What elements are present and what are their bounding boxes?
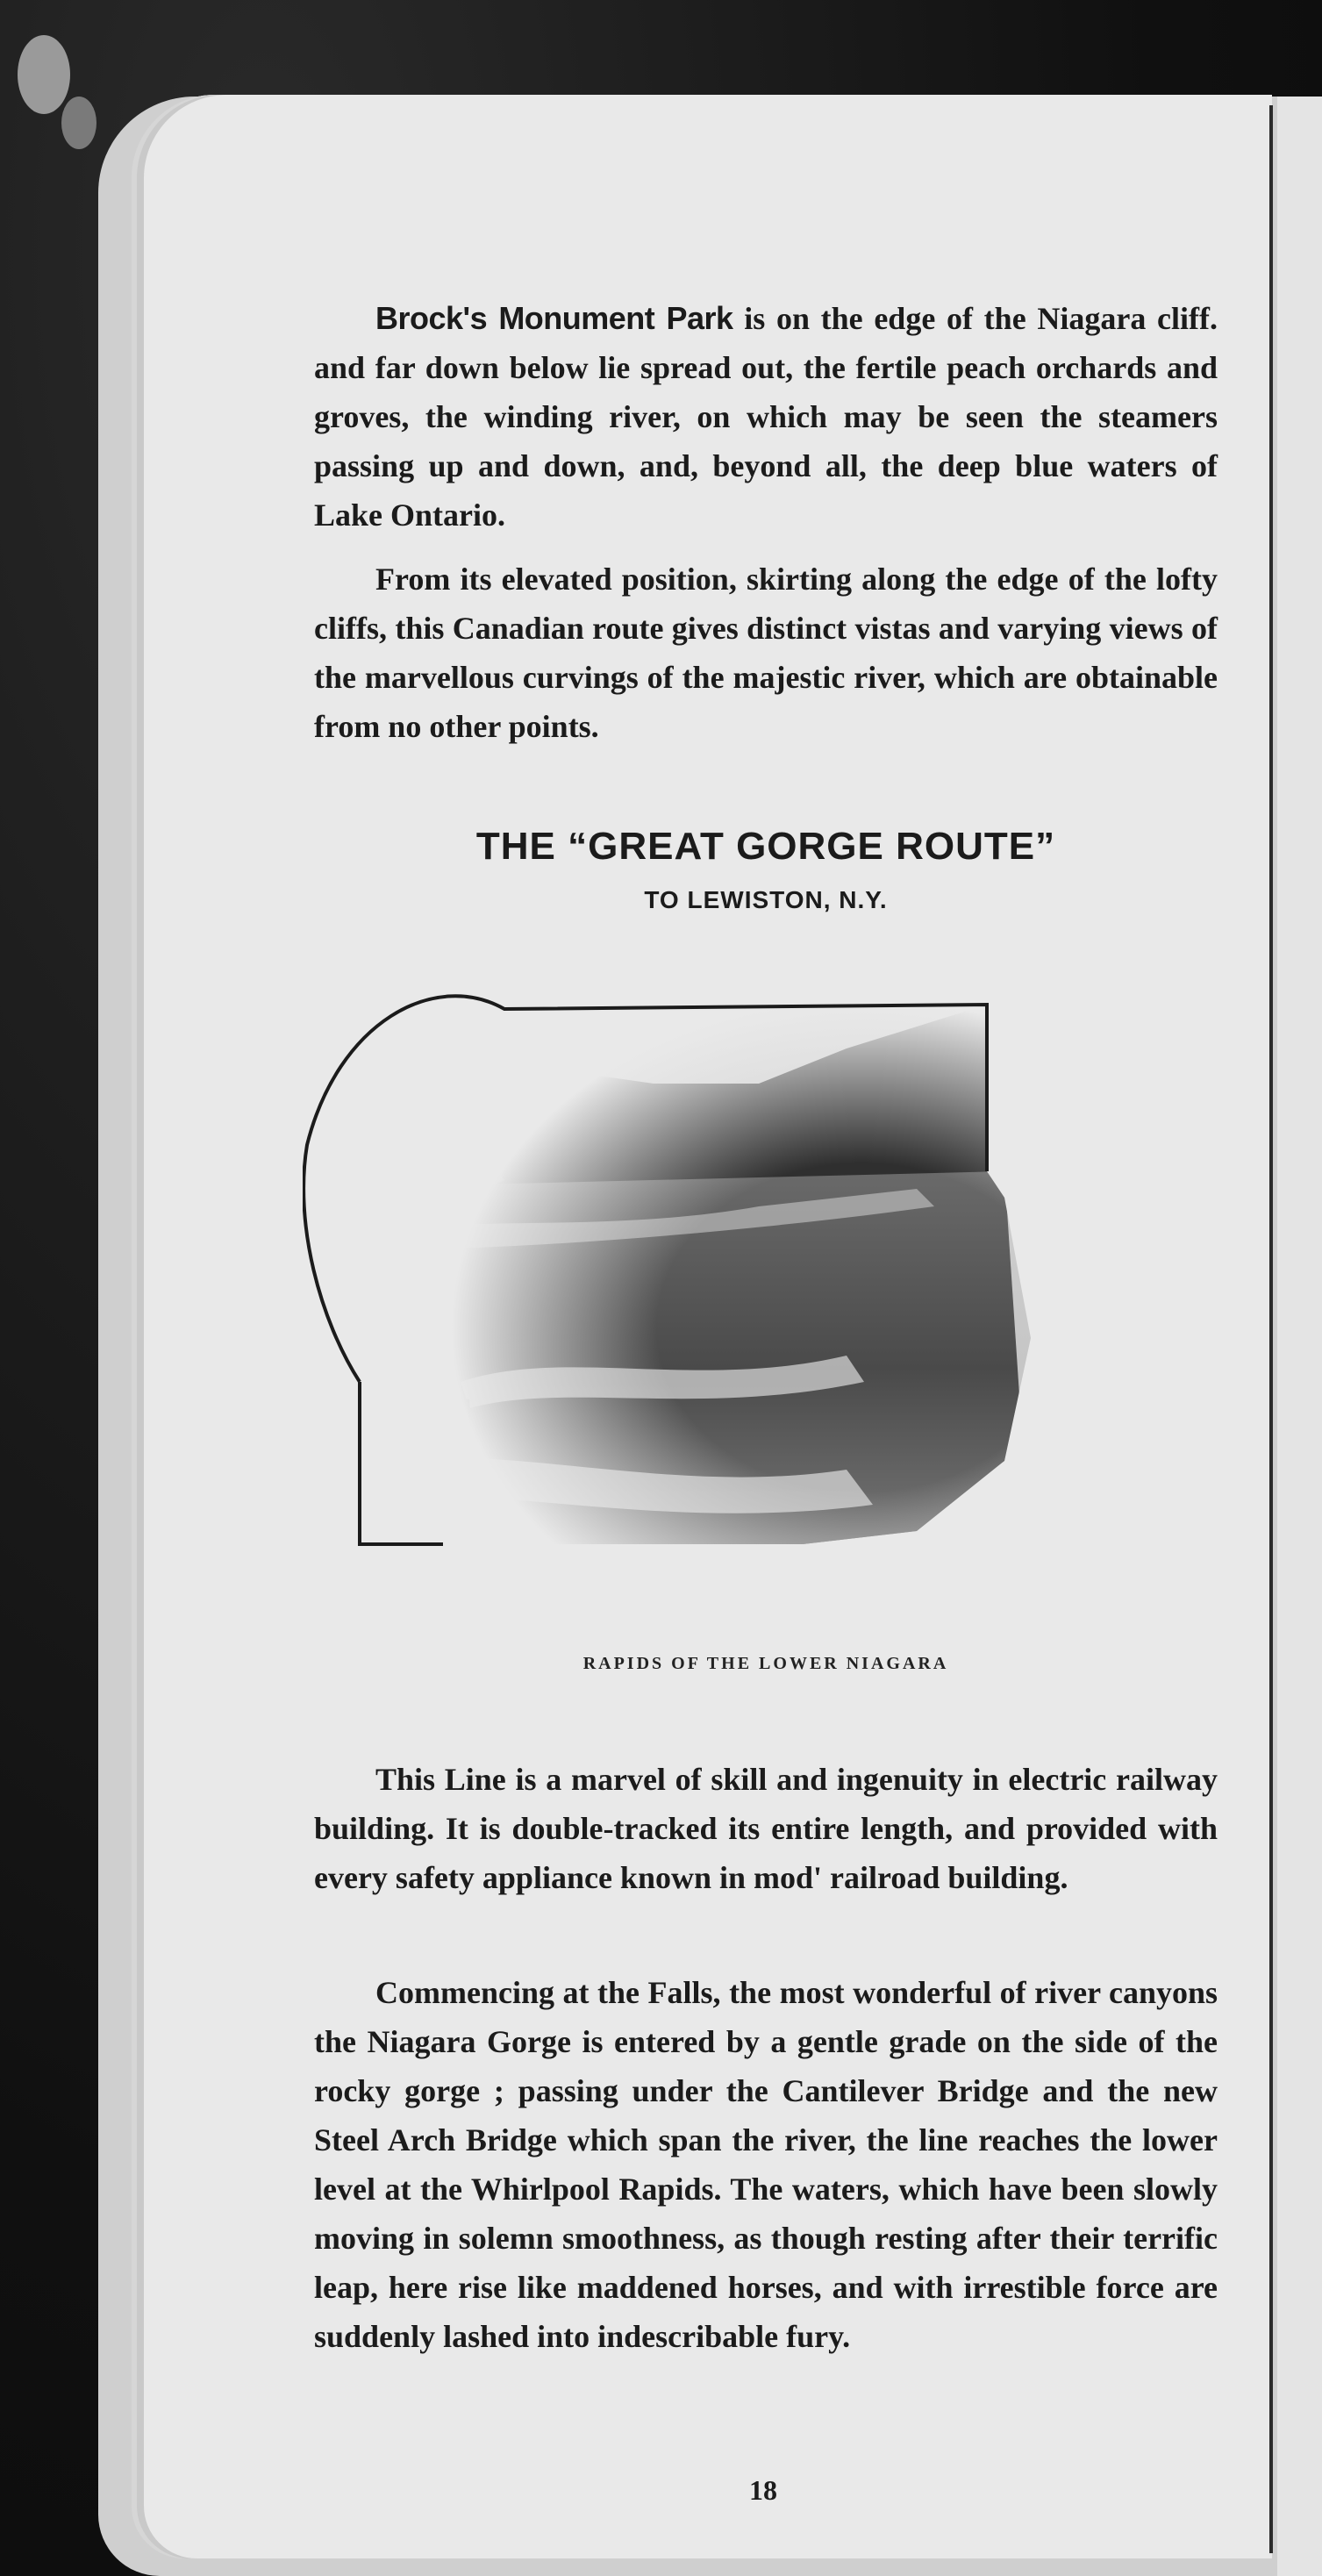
page-number: 18 — [749, 2474, 777, 2506]
paragraph-text: is on the edge of the Niagara cliff. and far down below lie spread out, the fertile peach orchards and groves, the winding river, on which may be seen the steamers passing up and down, and, beyond all, the deep blue waters of Lake Ontario. — [314, 301, 1218, 533]
paragraph-lead: Brock's Monument Park — [375, 300, 733, 336]
section-subtitle: TO LEWISTON, N.Y. — [644, 886, 888, 913]
paragraph-text: Commencing at the Falls, the most wonderful of river canyons the Niagara Gorge is entered by a gentle grade on the side of the rocky gorge ; passing under the Cantilever Bridge and the new Steel Arch Bridge which span the river, the line reaches the lower level at the Whirlpool Rapids. The waters, which have been slowly moving in solemn smoothness, as though resting after their terrific leap, here rise like maddened horses, and with irrestible force are suddenly lashed into indescribable fury. — [314, 1975, 1218, 2354]
paragraph-text: This Line is a marvel of skill and ingenuity in electric railway building. It is double-tracked its entire length, and provided with every safety appliance known in mod' railroad building. — [314, 1762, 1218, 1895]
paragraph-text: From its elevated position, skirting along the edge of the lofty cliffs, this Canadian route gives distinct vistas and varying views of the marvellous curvings of the majestic river, which are obtainable from no other points. — [314, 562, 1218, 744]
paragraph-elevated-position — [314, 555, 1218, 751]
scan-speck — [61, 97, 96, 149]
paragraph-brocks-monument — [314, 294, 1218, 540]
paragraph-commencing — [314, 1968, 1218, 2361]
scan-speck — [18, 35, 70, 114]
gutter-line — [1269, 105, 1273, 2553]
section-title: THE “GREAT GORGE ROUTE” — [475, 825, 1056, 868]
photo-caption: RAPIDS OF THE LOWER NIAGARA — [582, 1654, 949, 1673]
paragraph-marvel — [314, 1755, 1218, 1902]
rapids-photo — [303, 970, 1048, 1566]
facing-page-edge — [1277, 97, 1322, 2576]
